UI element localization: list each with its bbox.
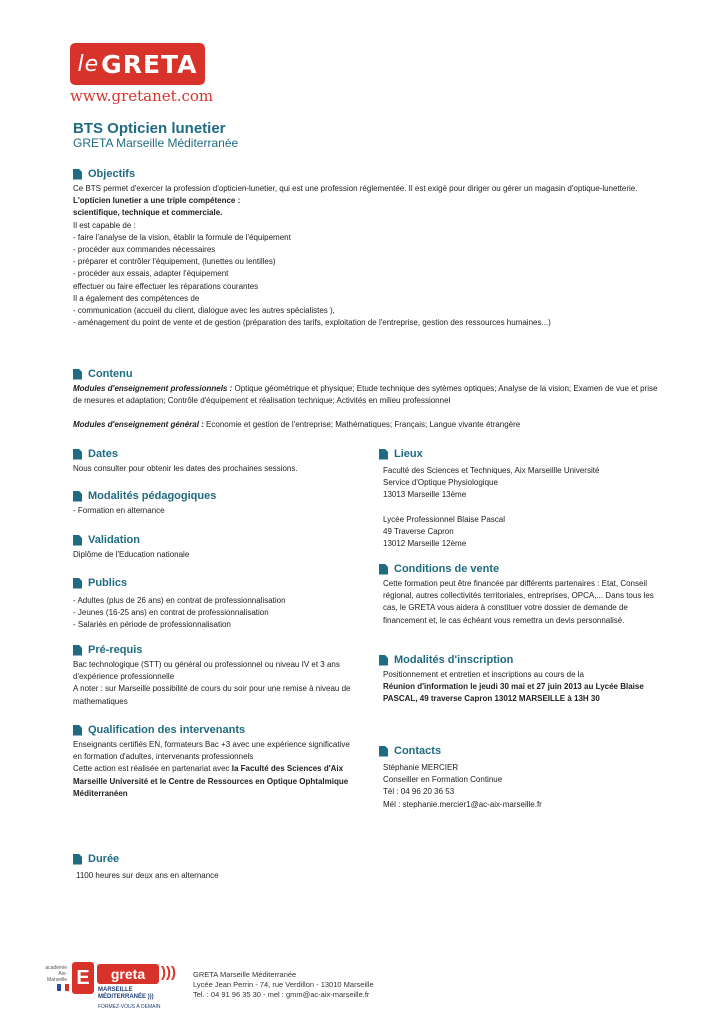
- section-contenu: [73, 367, 658, 432]
- lieux-place1-line: Service d'Optique Physiologique: [383, 478, 498, 488]
- heading-text: Qualification des intervenants: [88, 723, 246, 736]
- objectifs-line: - procéder aux commandes nécessaires: [73, 245, 216, 255]
- contact-role: Conseiller en Formation Continue: [383, 775, 503, 785]
- heading-text: Modalités pédagogiques: [88, 489, 217, 502]
- section-lieux: [379, 447, 659, 550]
- page-subtitle: GRETA Marseille Méditerranée: [73, 136, 239, 150]
- section-heading: [379, 653, 659, 667]
- section-prerequis: [73, 643, 353, 708]
- academie-line: académie: [45, 965, 67, 971]
- contact-phone: Tél : 04 96 20 36 53: [383, 787, 455, 797]
- logo-e: E: [72, 962, 94, 994]
- contenu-pro-label: Modules d'enseignement professionnels :: [73, 384, 233, 393]
- qualification-text-2: [73, 763, 353, 800]
- heading-text: Conditions de vente: [394, 562, 500, 575]
- duree-text: 1100 heures sur deux ans en alternance: [76, 871, 219, 880]
- dates-text: Nous consulter pour obtenir les dates des prochaines sessions.: [73, 464, 298, 473]
- section-duree: [73, 852, 353, 882]
- prerequis-line: Bac technologique (STT) ou général ou professionnel ou niveau IV et 3 ans d'expérience professionnelle: [73, 660, 340, 682]
- footer-line: GRETA Marseille Méditerranée: [193, 970, 297, 979]
- contact-name: Stéphanie MERCIER: [383, 763, 459, 772]
- lieux-place1-line: Faculté des Sciences et Techniques, Aix Marseillle Université: [383, 466, 600, 475]
- document-icon: [379, 655, 388, 666]
- section-heading: [379, 562, 659, 576]
- footer-line: Tel. : 04 91 96 35 30 - mel : gmm@ac-aix-marseille.fr: [193, 990, 370, 999]
- heading-text: Durée: [88, 852, 120, 865]
- heading-text: Objectifs: [88, 167, 136, 180]
- section-heading: [73, 723, 353, 737]
- logo-marseille-line: MARSEILLE: [98, 987, 133, 993]
- section-heading: [379, 447, 659, 461]
- objectifs-line: Il est capable de :: [73, 220, 136, 230]
- publics-line: - Adultes (plus de 26 ans) en contrat de professionnalisation: [73, 596, 286, 605]
- section-heading: [73, 167, 658, 181]
- french-flag-icon: [57, 984, 69, 991]
- lieux-places: [379, 465, 659, 550]
- document-icon: [73, 645, 82, 656]
- document-icon: [73, 449, 82, 460]
- greta-logo: [70, 43, 205, 85]
- website-link[interactable]: www.gretanet.com: [70, 87, 214, 105]
- qualification-text-2-plain: Cette action est réalisée en partenariat avec: [73, 764, 232, 774]
- document-icon: [73, 725, 82, 736]
- section-heading: [73, 489, 353, 503]
- heading-text: Validation: [88, 533, 140, 546]
- page-title: BTS Opticien lunetier: [73, 120, 226, 137]
- contenu-gen: [73, 419, 658, 431]
- heading-text: Publics: [88, 576, 128, 589]
- section-objectifs: [73, 167, 658, 329]
- section-validation: [73, 533, 353, 561]
- logo-tagline: FORMEZ-VOUS À DEMAIN: [98, 1004, 161, 1010]
- document-icon: [379, 449, 388, 460]
- publics-line: - Salariés en période de professionnalisation: [73, 620, 231, 630]
- academie-label: [45, 965, 67, 983]
- document-icon: [73, 369, 82, 380]
- objectifs-line: - aménagement du point de vente et de gestion (préparation des tarifs, exploitation de l'entreprise, gestion des ressources humaines...): [73, 318, 551, 328]
- objectifs-bold-2: scientifique, technique et commerciale.: [73, 208, 223, 218]
- document-icon: [73, 578, 82, 589]
- conditions-text: Cette formation peut être financée par différents partenaires : Etat, Conseil régional, autres collectivités territoriales, entreprises, OPCA,... Dans tous les cas, le GRETA vous aidera à constituer votre dossier de demande de financement et, le cas échéant vous remettra un devis personnalisé.: [383, 579, 654, 625]
- qualification-text-1: Enseignants certifiés EN, formateurs Bac +3 avec une expérience significative en formation d'adultes, intervenants professionnels: [73, 740, 350, 762]
- document-icon: [73, 169, 82, 180]
- contenu-gen-label: Modules d'enseignement général :: [73, 420, 204, 430]
- objectifs-line: - faire l'analyse de la vision, établir la formule de l'équipement: [73, 232, 291, 242]
- lieux-place2-line: 13012 Marseille 12ème: [383, 539, 467, 549]
- heading-text: Modalités d'inscription: [394, 653, 514, 666]
- validation-text: Diplôme de l'Education nationale: [73, 550, 190, 559]
- footer-address: [193, 970, 374, 1000]
- inscription-bold: Réunion d'information le jeudi 30 mai et 27 juin 2013 au Lycée Blaise PASCAL, 49 traverse Capron 13012 MARSEILLE à 13H 30: [383, 682, 644, 704]
- objectifs-intro: Ce BTS permet d'exercer la profession d'opticien-lunetier, qui est une profession réglementée. Il est exigé pour diriger ou gérer un magasin d'optique-lunetterie.: [73, 184, 638, 193]
- section-heading: [73, 852, 353, 866]
- contenu-pro-text: Optique géométrique et physique; Etude technique des sytèmes optiques; Analyse de la vision; Examen de vue et prise de mesures et adaptation; Contrôle d'équipement et réalisation technique; Activités en milieu professionnel: [73, 384, 658, 406]
- modalites-text: - Formation en alternance: [73, 506, 165, 515]
- logo-le: le: [77, 51, 100, 77]
- prerequis-line: A noter : sur Marseille possibilité de cours du soir pour une remise à niveau de mathematiques: [73, 684, 351, 706]
- section-publics: [73, 576, 353, 632]
- section-heading: [73, 533, 353, 547]
- objectifs-bold-1: L'opticien lunetier a une triple compétence :: [73, 196, 241, 206]
- section-qualification: [73, 723, 353, 800]
- objectifs-line: - préparer et contrôler l'équipement, (lunettes ou lentilles): [73, 257, 276, 267]
- objectifs-line: Il a également des compétences de: [73, 293, 200, 303]
- document-icon: [73, 535, 82, 546]
- section-dates: [73, 447, 353, 475]
- contenu-pro: [73, 383, 658, 407]
- logo-greta: greta: [97, 964, 159, 984]
- section-heading: [73, 447, 353, 461]
- heading-text: Dates: [88, 447, 118, 460]
- inscription-body: [379, 669, 659, 706]
- lieux-place2-line: 49 Traverse Capron: [383, 526, 454, 536]
- document-icon: [73, 854, 82, 865]
- objectifs-line: - procéder aux essais, adapter l'équipement: [73, 269, 229, 279]
- academie-line: Aix-Marseille: [46, 971, 67, 983]
- logo-marseille-line: MÉDITERRANÉE ))): [98, 994, 154, 1000]
- section-conditions: [379, 562, 659, 627]
- logo-chevrons: ))): [161, 964, 176, 981]
- section-heading: [73, 576, 353, 590]
- section-heading: [379, 744, 659, 758]
- document-icon: [379, 564, 388, 575]
- heading-text: Contacts: [394, 744, 442, 757]
- inscription-text: Positionnement et entretien et inscriptions au cours de la: [383, 670, 585, 679]
- contenu-gen-text: Economie et gestion de l'entreprise; Mathématiques; Français; Langue vivante étrangère: [203, 420, 521, 430]
- lieux-place1-line: 13013 Marseille 13ème: [383, 490, 467, 500]
- section-heading: [73, 643, 353, 657]
- objectifs-line: effectuer ou faire effectuer les réparations courantes: [73, 281, 259, 291]
- footer-greta-logo: [45, 962, 175, 1014]
- lieux-place2-line: Lycée Professionnel Blaise Pascal: [383, 514, 505, 524]
- heading-text: Lieux: [394, 447, 423, 460]
- footer-line: Lycée Jean Perrin - 74, rue Verdillon - 13010 Marseille: [193, 980, 374, 989]
- document-icon: [379, 746, 388, 757]
- logo-brand: GRETA: [101, 49, 198, 79]
- publics-line: - Jeunes (16-25 ans) en contrat de professionnalisation: [73, 608, 269, 618]
- section-modalites: [73, 489, 353, 517]
- document-icon: [73, 491, 82, 502]
- heading-text: Contenu: [88, 367, 133, 380]
- qualification-text-2-bold: la Faculté des Sciences d'Aix Marseille Université et le Centre de Ressources en Optique Ophtalmique Méditerranéen: [73, 764, 349, 798]
- section-heading: [73, 367, 658, 381]
- heading-text: Pré-requis: [88, 643, 143, 656]
- section-contacts: [379, 744, 659, 811]
- logo-marseille: [98, 987, 154, 1001]
- section-inscription: [379, 653, 659, 706]
- contacts-body: [379, 762, 659, 811]
- objectifs-line: - communication (accueil du client, dialogue avec les autres spécialistes ),: [73, 306, 335, 316]
- contact-email[interactable]: Mél : stephanie.mercier1@ac-aix-marseille.fr: [383, 799, 542, 809]
